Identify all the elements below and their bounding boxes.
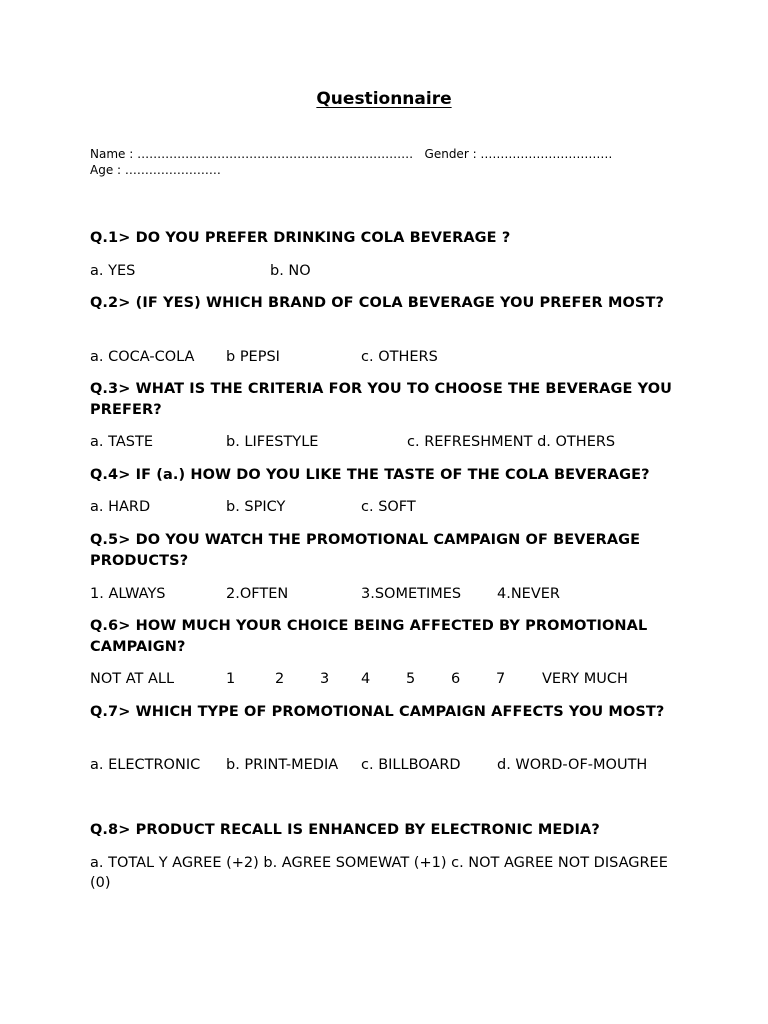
question-1: Q.1> DO YOU PREFER DRINKING COLA BEVERAGE ? [90,230,511,246]
option-3cd[interactable]: c. REFRESHMENT d. OTHERS [407,434,616,450]
option-2b[interactable]: b PEPSI [226,349,280,365]
answer-options-4 [90,497,690,517]
option-1b[interactable]: b. NO [270,263,311,279]
option-7b[interactable]: b. PRINT-MEDIA [226,757,339,773]
question-7: Q.7> WHICH TYPE OF PROMOTIONAL CAMPAIGN AFFECTS YOU MOST? [90,704,665,720]
answer-options-5 [90,584,690,604]
scale-label-not-at-all: NOT AT ALL [90,671,175,687]
option-3b[interactable]: b. LIFESTYLE [226,434,319,450]
question-8: Q.8> PRODUCT RECALL IS ENHANCED BY ELECTRONIC MEDIA? [90,822,600,838]
option-4b[interactable]: b. SPICY [226,499,286,515]
page-title: Questionnaire [316,89,452,109]
answer-options-3 [90,432,690,452]
question-6: Q.6> HOW MUCH YOUR CHOICE BEING AFFECTED BY PROMOTIONAL CAMPAIGN? [90,618,648,655]
gender-field[interactable]: Gender : …………………………… [424,147,613,161]
scale-label-very-much: VERY MUCH [542,671,628,687]
option-7c[interactable]: c. BILLBOARD [361,757,461,773]
question-2: Q.2> (IF YES) WHICH BRAND OF COLA BEVERAGE YOU PREFER MOST? [90,295,664,311]
options-8-text[interactable]: a. TOTAL Y AGREE (+2) b. AGREE SOMEWAT (+1) c. NOT AGREE NOT DISAGREE (0) [90,855,668,891]
option-5-4[interactable]: 4.NEVER [497,586,560,602]
option-2c[interactable]: c. OTHERS [361,349,438,365]
option-3a[interactable]: a. TASTE [90,434,153,450]
option-2a[interactable]: a. COCA-COLA [90,349,195,365]
option-1a[interactable]: a. YES [90,263,136,279]
option-4c[interactable]: c. SOFT [361,499,416,515]
option-5-3[interactable]: 3.SOMETIMES [361,586,462,602]
name-field[interactable]: Name : …………………………………………………………… [90,147,414,161]
scale-option-1[interactable]: 1 [226,671,236,687]
scale-option-2[interactable]: 2 [275,671,285,687]
answer-options-2 [90,347,690,367]
scale-option-4[interactable]: 4 [361,671,371,687]
scale-option-5[interactable]: 5 [406,671,416,687]
answer-options-1 [90,261,690,281]
answer-options-7 [90,755,690,775]
question-3: Q.3> WHAT IS THE CRITERIA FOR YOU TO CHOOSE THE BEVERAGE YOU PREFER? [90,381,673,418]
scale-option-6[interactable]: 6 [451,671,461,687]
respondent-info [90,146,680,178]
question-4: Q.4> IF (a.) HOW DO YOU LIKE THE TASTE OF THE COLA BEVERAGE? [90,467,650,483]
option-7a[interactable]: a. ELECTRONIC [90,757,201,773]
scale-option-7[interactable]: 7 [496,671,506,687]
option-7d[interactable]: d. WORD-OF-MOUTH [497,757,648,773]
scale-option-3[interactable]: 3 [320,671,330,687]
option-5-2[interactable]: 2.OFTEN [226,586,289,602]
age-field[interactable]: Age : …………………… [90,163,221,177]
question-5: Q.5> DO YOU WATCH THE PROMOTIONAL CAMPAIGN OF BEVERAGE PRODUCTS? [90,532,641,569]
option-5-1[interactable]: 1. ALWAYS [90,586,166,602]
answer-options-8 [90,853,690,893]
option-4a[interactable]: a. HARD [90,499,151,515]
rating-scale-6 [90,669,690,689]
